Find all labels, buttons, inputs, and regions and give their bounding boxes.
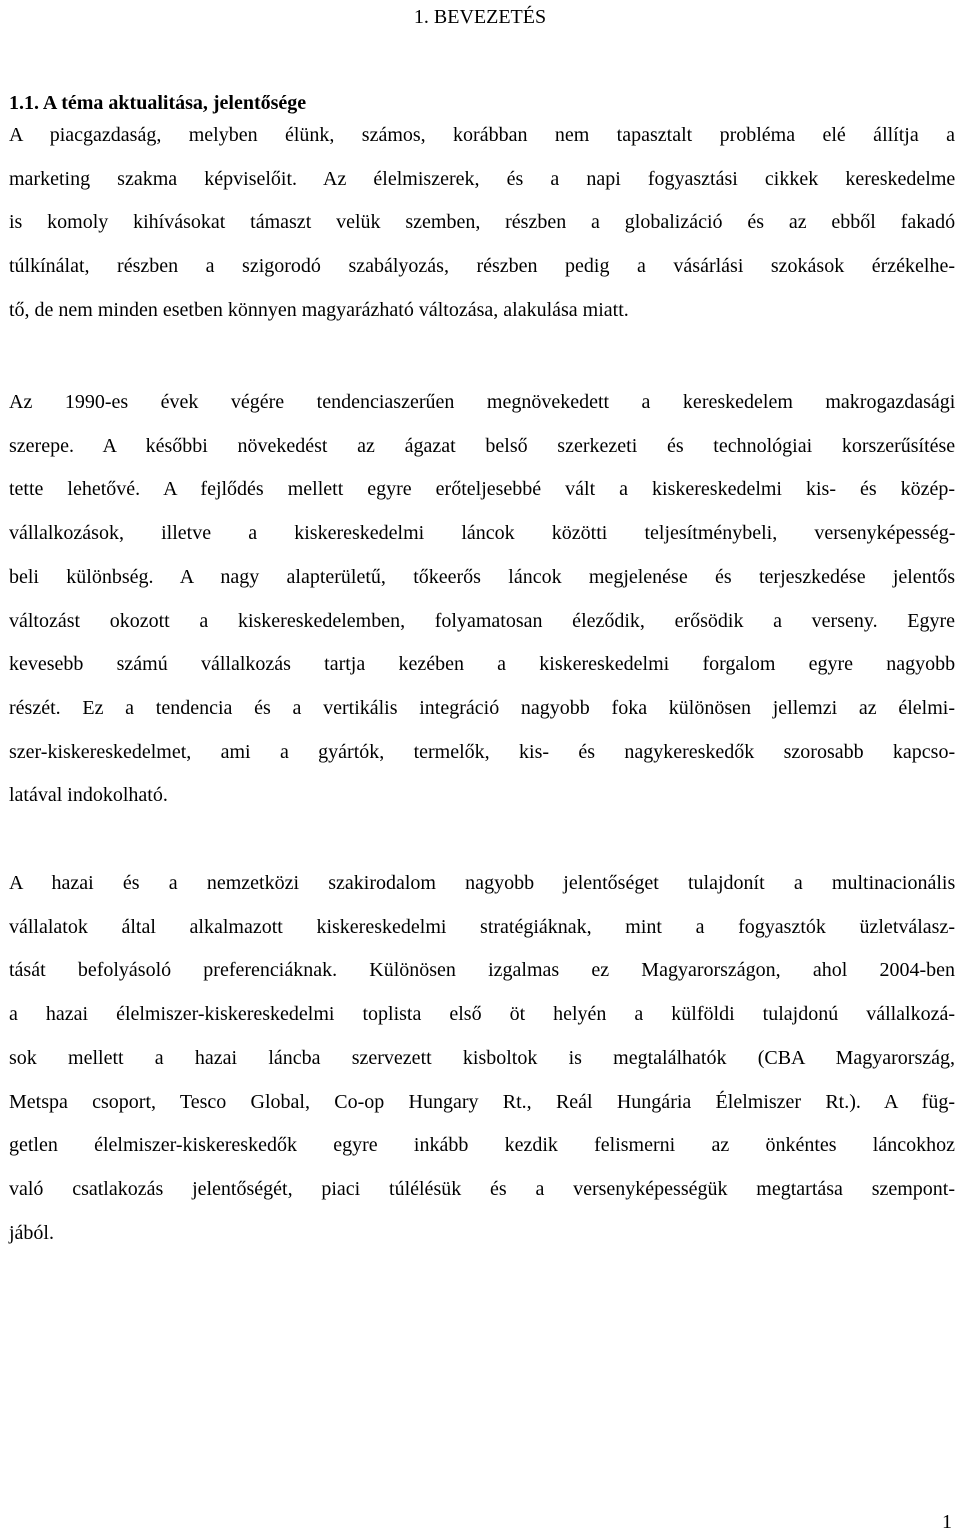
text-line: tását befolyásoló preferenciáknak. Különösen izgalmas ez Magyarországon, ahol 2004-ben [9, 959, 955, 982]
text-line: szer-kiskereskedelmet, ami a gyártók, termelők, kis- és nagykereskedők szorosabb kapcso- [9, 740, 956, 763]
chapter-title: 1. BEVEZETÉS [413, 6, 547, 28]
paragraph-3 [9, 862, 955, 1255]
text-line: is komoly kihívásokat támaszt velük szemben, részben a globalizáció és az ebből fakadó [9, 211, 956, 234]
text-line: tette lehetővé. A fejlődés mellett egyre erőteljesebbé vált a kiskereskedelmi kis- és közép- [9, 478, 956, 501]
text-line: vállalatok által alkalmazott kiskereskedelmi stratégiáknak, mint a fogyasztók üzletválasz- [9, 915, 955, 938]
text-line: beli különbség. A nagy alapterületű, tőkeerős láncok megjelenése és terjeszkedése jelentős [9, 565, 956, 588]
page-number: 1 [942, 1511, 952, 1533]
text-line: A piacgazdaság, melyben élünk, számos, korábban nem tapasztalt probléma elé állítja a [9, 124, 955, 146]
text-line: Az 1990-es évek végére tendenciaszerűen megnövekedett a kereskedelem makrogazdasági [9, 391, 956, 413]
text-line: Metspa csoport, Tesco Global, Co-op Hungary Rt., Reál Hungária Élelmiszer Rt.). A füg- [9, 1090, 955, 1113]
paragraph-2 [9, 381, 955, 818]
text-line: sok mellett a hazai láncba szervezett kisboltok is megtalálhatók (CBA Magyarország, [9, 1046, 955, 1069]
paragraph-1 [9, 114, 955, 333]
text-line: A hazai és a nemzetközi szakirodalom nagyobb jelentőséget tulajdonít a multinacionális [9, 872, 956, 894]
text-line: jából. [9, 1221, 54, 1244]
text-line: getlen élelmiszer-kiskereskedők egyre inkább kezdik felismerni az önkéntes láncokhoz [9, 1134, 955, 1157]
text-line: túlkínálat, részben a szigorodó szabályozás, részben pedig a vásárlási szokások érzékelhe- [9, 255, 955, 278]
section-title: 1.1. A téma aktualitása, jelentősége [9, 92, 307, 114]
text-line: marketing szakma képviselőit. Az élelmiszerek, és a napi fogyasztási cikkek kereskedelme [9, 167, 956, 190]
text-line: kevesebb számú vállalkozás tartja kezében a kiskereskedelmi forgalom egyre nagyobb [9, 653, 956, 676]
text-line: tő, de nem minden esetben könnyen magyarázható változása, alakulása miatt. [9, 298, 629, 321]
text-line: szerepe. A későbbi növekedést az ágazat belső szerkezeti és technológiai korszerűsítése [9, 434, 956, 457]
text-line: való csatlakozás jelentőségét, piaci túlélésük és a versenyképességük megtartása szempont- [9, 1177, 955, 1200]
text-line: részét. Ez a tendencia és a vertikális integráció nagyobb foka különösen jellemzi az élelmi- [9, 696, 955, 719]
text-line: latával indokolható. [9, 784, 168, 807]
text-line: a hazai élelmiszer-kiskereskedelmi toplista első öt helyén a külföldi tulajdonú vállalkozá- [9, 1003, 956, 1026]
text-line: változást okozott a kiskereskedelemben, folyamatosan éleződik, erősödik a verseny. Egyre [9, 609, 956, 632]
text-line: vállalkozások, illetve a kiskereskedelmi láncok közötti teljesítménybeli, versenyképesség- [9, 522, 956, 545]
